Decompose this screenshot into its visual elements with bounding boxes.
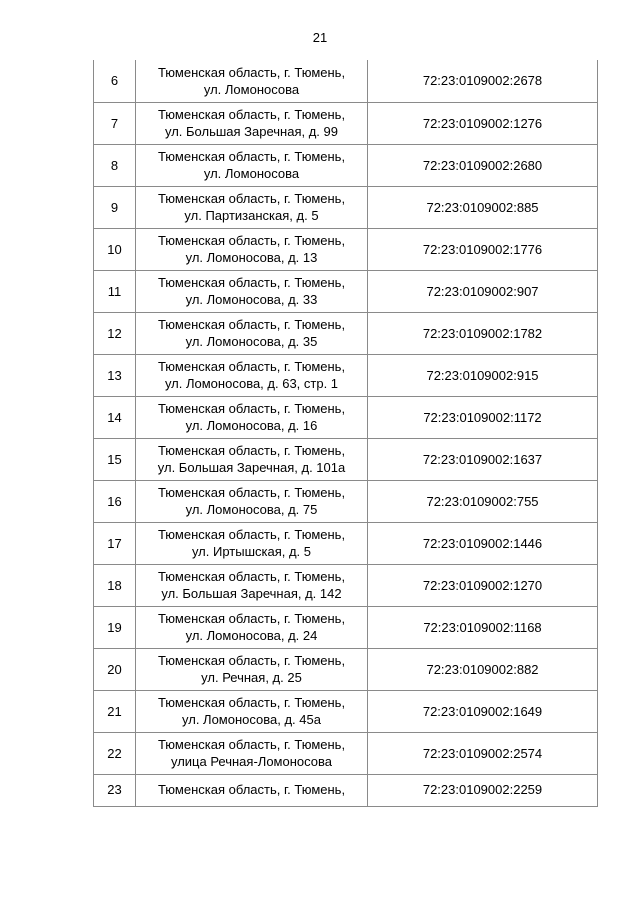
address-cell <box>136 774 368 806</box>
address-line: ул. Ломоносова, д. 33 <box>185 292 318 307</box>
address-line: ул. Ломоносова, д. 75 <box>185 502 318 517</box>
address-line: Тюменская область, г. Тюмень, <box>157 317 346 332</box>
row-number-cell: 13 <box>94 354 136 396</box>
land-plots-table <box>93 60 598 807</box>
cadastral-number-cell: 72:23:0109002:1446 <box>368 522 598 564</box>
address-line: Тюменская область, г. Тюмень, <box>157 527 346 542</box>
address-line: ул. Ломоносова, д. 24 <box>185 628 318 643</box>
cadastral-number-cell: 72:23:0109002:1637 <box>368 438 598 480</box>
table-row <box>94 312 598 354</box>
cadastral-number-cell: 72:23:0109002:2678 <box>368 60 598 102</box>
cadastral-number-cell: 72:23:0109002:1270 <box>368 564 598 606</box>
address-line: Тюменская область, г. Тюмень, <box>157 485 346 500</box>
address-line: Тюменская область, г. Тюмень, <box>157 443 346 458</box>
row-number-cell: 7 <box>94 102 136 144</box>
address-line: ул. Речная, д. 25 <box>201 670 302 685</box>
cadastral-number-cell: 72:23:0109002:1649 <box>368 690 598 732</box>
row-number-cell: 18 <box>94 564 136 606</box>
address-cell <box>136 564 368 606</box>
address-cell <box>136 732 368 774</box>
address-cell <box>136 606 368 648</box>
address-cell <box>136 144 368 186</box>
cadastral-number-cell: 72:23:0109002:1172 <box>368 396 598 438</box>
address-line: ул. Ломоносова, д. 35 <box>185 334 318 349</box>
cadastral-number-cell: 72:23:0109002:907 <box>368 270 598 312</box>
row-number-cell: 11 <box>94 270 136 312</box>
address-line: Тюменская область, г. Тюмень, <box>157 653 346 668</box>
address-line: Тюменская область, г. Тюмень, <box>157 64 346 80</box>
address-line: Тюменская область, г. Тюмень, <box>157 233 346 248</box>
address-cell <box>136 102 368 144</box>
address-line: Тюменская область, г. Тюмень, <box>157 191 346 206</box>
table-row <box>94 144 598 186</box>
page-number: 21 <box>312 30 328 45</box>
row-number-cell: 20 <box>94 648 136 690</box>
row-number-cell: 10 <box>94 228 136 270</box>
table-row <box>94 606 598 648</box>
address-cell <box>136 522 368 564</box>
address-cell <box>136 270 368 312</box>
cadastral-number-cell: 72:23:0109002:1168 <box>368 606 598 648</box>
address-line: ул. Большая Заречная, д. 99 <box>165 124 338 139</box>
cadastral-number-cell: 72:23:0109002:1782 <box>368 312 598 354</box>
address-cell <box>136 690 368 732</box>
address-cell <box>136 648 368 690</box>
address-cell <box>136 312 368 354</box>
row-number-cell: 14 <box>94 396 136 438</box>
address-line: ул. Ломоносова, д. 16 <box>185 418 318 433</box>
cadastral-number-cell: 72:23:0109002:1276 <box>368 102 598 144</box>
row-number-cell: 17 <box>94 522 136 564</box>
address-line: Тюменская область, г. Тюмень, <box>157 359 346 374</box>
cadastral-number-cell: 72:23:0109002:2574 <box>368 732 598 774</box>
table-row <box>94 732 598 774</box>
address-line: ул. Ломоносова <box>203 166 300 181</box>
cadastral-number-cell: 72:23:0109002:915 <box>368 354 598 396</box>
cadastral-number-cell: 72:23:0109002:2259 <box>368 774 598 806</box>
address-line: улица Речная-Ломоносова <box>170 754 332 769</box>
table-row <box>94 186 598 228</box>
table-row <box>94 438 598 480</box>
address-line: Тюменская область, г. Тюмень, <box>157 781 346 797</box>
address-line: Тюменская область, г. Тюмень, <box>157 401 346 416</box>
cadastral-number-cell: 72:23:0109002:2680 <box>368 144 598 186</box>
table-row <box>94 102 598 144</box>
row-number-cell: 21 <box>94 690 136 732</box>
address-cell <box>136 396 368 438</box>
address-line: ул. Ломоносова, д. 13 <box>185 250 318 265</box>
address-cell <box>136 480 368 522</box>
table-row <box>94 228 598 270</box>
cadastral-number-cell: 72:23:0109002:755 <box>368 480 598 522</box>
table-body <box>94 60 598 806</box>
address-line: Тюменская область, г. Тюмень, <box>157 107 346 122</box>
address-cell <box>136 60 368 102</box>
table-row <box>94 564 598 606</box>
address-line: ул. Ломоносова, д. 63, стр. 1 <box>164 376 339 391</box>
table-row <box>94 522 598 564</box>
table-row <box>94 60 598 102</box>
row-number-cell: 22 <box>94 732 136 774</box>
cadastral-number-cell: 72:23:0109002:885 <box>368 186 598 228</box>
address-line: Тюменская область, г. Тюмень, <box>157 149 346 164</box>
table-row <box>94 480 598 522</box>
cadastral-number-cell: 72:23:0109002:1776 <box>368 228 598 270</box>
cadastral-number-cell: 72:23:0109002:882 <box>368 648 598 690</box>
address-line: ул. Ломоносова, д. 45а <box>182 712 321 727</box>
table-row <box>94 690 598 732</box>
address-line: ул. Большая Заречная, д. 101а <box>157 460 346 475</box>
row-number-cell: 12 <box>94 312 136 354</box>
row-number-cell: 15 <box>94 438 136 480</box>
table-row <box>94 354 598 396</box>
row-number-cell: 23 <box>94 774 136 806</box>
table-row <box>94 648 598 690</box>
address-line: Тюменская область, г. Тюмень, <box>157 611 346 626</box>
address-line: Тюменская область, г. Тюмень, <box>157 695 346 710</box>
table-row <box>94 396 598 438</box>
address-cell <box>136 186 368 228</box>
address-cell <box>136 228 368 270</box>
address-cell <box>136 438 368 480</box>
address-line: Тюменская область, г. Тюмень, <box>157 737 346 752</box>
row-number-cell: 9 <box>94 186 136 228</box>
address-line: ул. Партизанская, д. 5 <box>184 208 319 223</box>
address-cell <box>136 354 368 396</box>
address-line: ул. Большая Заречная, д. 142 <box>161 586 342 601</box>
row-number-cell: 6 <box>94 60 136 102</box>
table-row <box>94 774 598 806</box>
address-line: Тюменская область, г. Тюмень, <box>157 569 346 584</box>
row-number-cell: 19 <box>94 606 136 648</box>
address-line: ул. Ломоносова <box>203 81 300 97</box>
row-number-cell: 16 <box>94 480 136 522</box>
address-line: ул. Иртышская, д. 5 <box>191 544 312 559</box>
row-number-cell: 8 <box>94 144 136 186</box>
address-line: Тюменская область, г. Тюмень, <box>157 275 346 290</box>
table-row <box>94 270 598 312</box>
land-plots-table-container <box>93 60 597 807</box>
